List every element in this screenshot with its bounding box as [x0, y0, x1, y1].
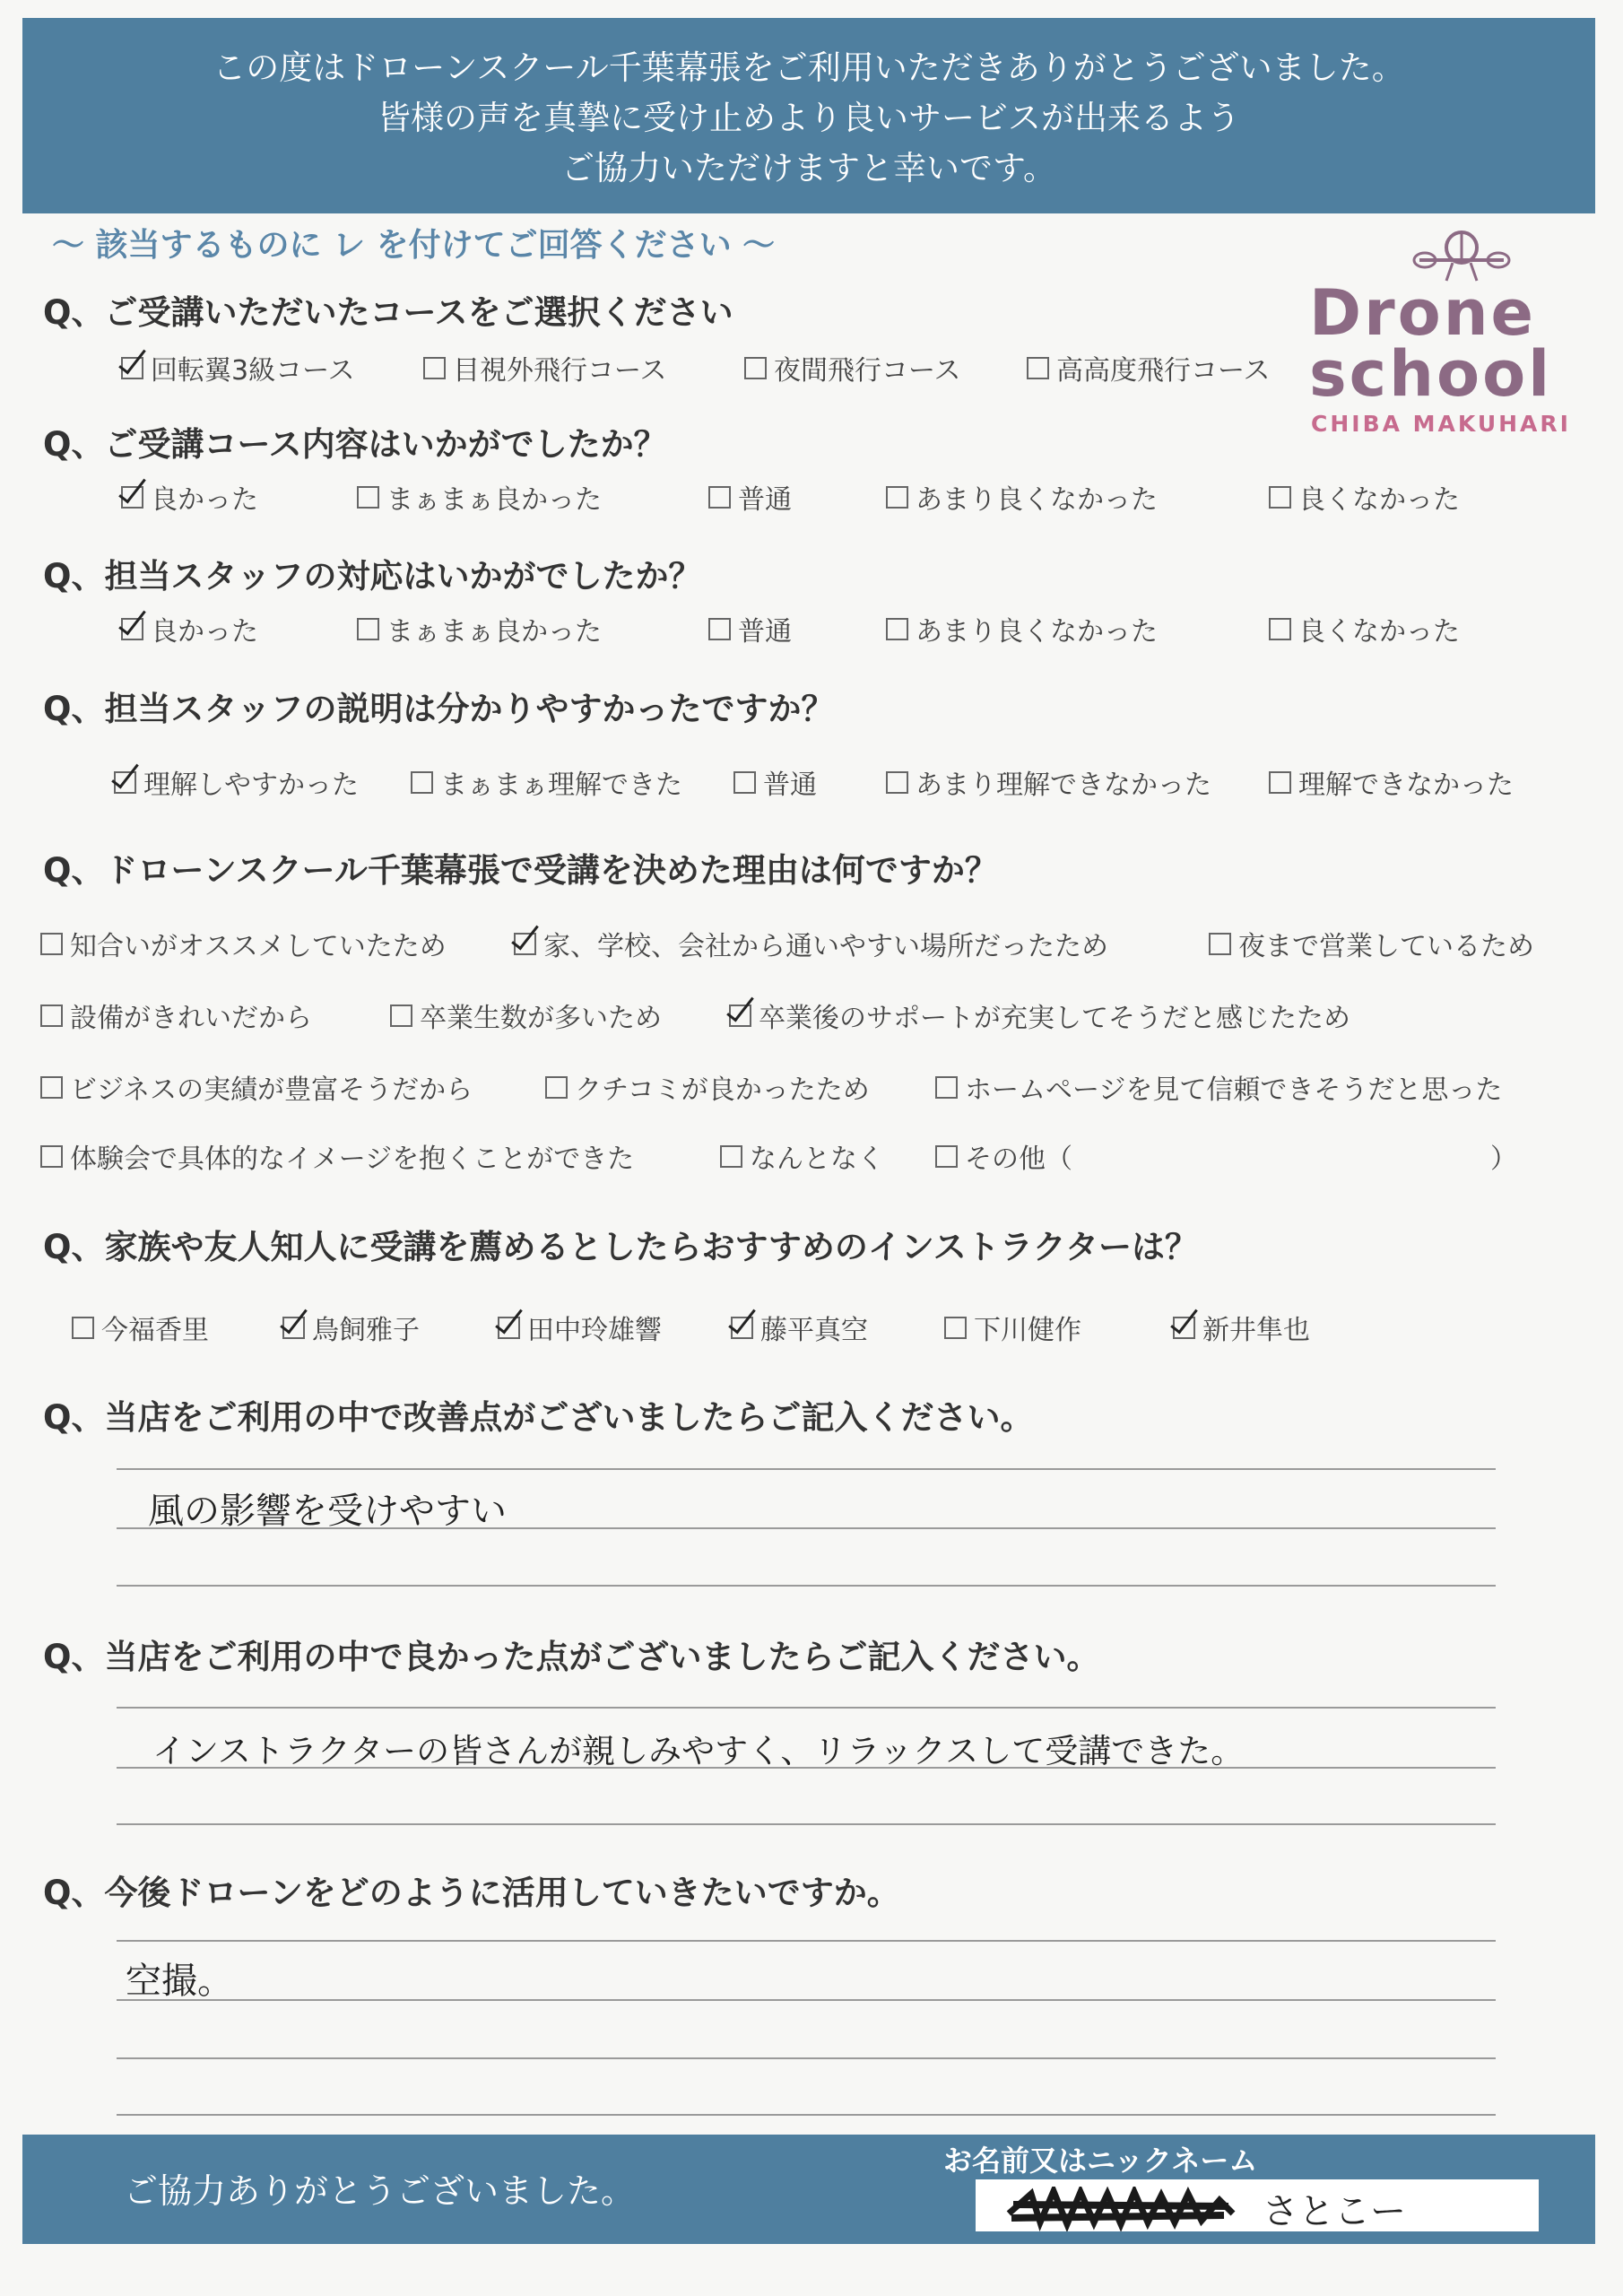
q5-question: Q、ドローンスクール千葉幕張で受講を決めた理由は何ですか？ — [43, 851, 998, 890]
q4-question: Q、担当スタッフの説明は分かりやすかったですか？ — [43, 690, 835, 728]
name-label: お名前又はニックネーム — [943, 2144, 1258, 2178]
q4-option[interactable] — [114, 762, 359, 802]
q9-question: Q、今後ドローンをどのように活用していきたいですか。 — [43, 1874, 900, 1912]
q1-option[interactable] — [1027, 348, 1271, 387]
q1-option[interactable] — [121, 348, 355, 387]
q8-question: Q、当店をご利用の中で良かった点がございましたらご記入ください。 — [43, 1638, 1100, 1676]
option-label: 回転翼3級コース — [151, 355, 355, 387]
option-label: その他（ — [965, 1144, 1072, 1175]
answer-line — [117, 1999, 1496, 2001]
checkbox[interactable] — [1269, 618, 1291, 640]
checkbox[interactable] — [733, 771, 756, 794]
q2-option[interactable] — [357, 477, 602, 517]
option-label: 普通 — [738, 484, 792, 516]
q2-option[interactable] — [1269, 477, 1460, 517]
q3-option[interactable] — [886, 609, 1158, 648]
checkbox[interactable] — [40, 1076, 63, 1099]
option-label: 藤平真空 — [760, 1315, 868, 1346]
q3-option[interactable] — [357, 609, 602, 648]
option-label: まぁまぁ良かった — [386, 616, 602, 648]
checkbox[interactable] — [944, 1317, 967, 1339]
option-label: あまり良くなかった — [916, 616, 1158, 648]
checkbox[interactable] — [411, 771, 433, 794]
q5-option[interactable] — [1209, 924, 1534, 963]
checkbox[interactable] — [935, 1145, 958, 1168]
checkbox[interactable] — [886, 486, 908, 509]
checkbox[interactable] — [40, 1004, 63, 1027]
q4-option[interactable] — [411, 762, 682, 802]
q8-answer[interactable]: インストラクターの皆さんが親しみやすく、リラックスして受講できた。 — [152, 1732, 1245, 1770]
checkbox[interactable] — [886, 771, 908, 794]
option-label: あまり理解できなかった — [916, 770, 1211, 801]
option-label: クチコミが良かったため — [575, 1074, 870, 1106]
q6-instructor-option[interactable] — [1173, 1308, 1310, 1347]
option-label: 新井隼也 — [1202, 1315, 1310, 1346]
q1-option[interactable] — [423, 348, 667, 387]
instruction-text: ～ 該当するものに レ を付けてご回答ください ～ — [52, 227, 776, 264]
checkbox[interactable] — [498, 1317, 520, 1339]
answer-line — [117, 1940, 1496, 1942]
logo-text-drone: Drone — [1309, 276, 1537, 350]
footer-thanks-text: ご協力ありがとうございました。 — [124, 2171, 636, 2211]
logo-text-location: CHIBA MAKUHARI — [1311, 411, 1571, 437]
q6-question: Q、家族や友人知人に受講を薦めるとしたらおすすめのインストラクターは？ — [43, 1228, 1198, 1266]
option-label: まぁまぁ理解できた — [440, 770, 682, 801]
answer-line — [117, 1823, 1496, 1825]
option-label: 設備がきれいだから — [70, 1003, 312, 1034]
answer-line — [117, 2114, 1496, 2116]
q7-question: Q、当店をご利用の中で改善点がございましたらご記入ください。 — [43, 1398, 1034, 1437]
q5-option[interactable] — [514, 924, 1108, 963]
q5-option[interactable] — [545, 1067, 870, 1107]
option-label: 普通 — [763, 770, 817, 801]
answer-line — [117, 1527, 1496, 1529]
option-label: 家、学校、会社から通いやすい場所だったため — [543, 931, 1108, 962]
option-label: 体験会で具体的なイメージを抱くことができた — [70, 1144, 635, 1175]
option-label: 鳥飼雅子 — [312, 1315, 420, 1346]
option-label: 夜間飛行コース — [774, 355, 961, 387]
q5-option[interactable] — [390, 996, 662, 1035]
checkbox[interactable] — [1173, 1317, 1195, 1339]
header-line-3: ご協力いただけますと幸いです。 — [560, 149, 1057, 187]
q6-instructor-option[interactable] — [72, 1308, 209, 1347]
answer-line — [117, 2057, 1496, 2059]
answer-line — [117, 1585, 1496, 1587]
option-label: 下川健作 — [974, 1315, 1081, 1346]
q3-option[interactable] — [121, 609, 258, 648]
option-label: 良くなかった — [1298, 616, 1460, 648]
q5-option[interactable] — [935, 1067, 1502, 1107]
nickname-value[interactable]: さとこー — [1263, 2191, 1406, 2232]
option-label: 高高度飛行コース — [1056, 355, 1271, 387]
checkbox[interactable] — [514, 933, 536, 955]
q5-option[interactable] — [40, 1136, 634, 1176]
checkbox[interactable] — [1209, 933, 1231, 955]
checkbox[interactable] — [744, 357, 767, 379]
option-label: 卒業生数が多いため — [420, 1003, 662, 1034]
checkbox[interactable] — [72, 1317, 94, 1339]
checkbox[interactable] — [708, 486, 731, 509]
checkbox[interactable] — [40, 1145, 63, 1168]
checkbox[interactable] — [1269, 486, 1291, 509]
checkbox[interactable] — [1027, 357, 1049, 379]
answer-line — [117, 1707, 1496, 1709]
logo-text-school: school — [1309, 337, 1553, 411]
checkbox[interactable] — [423, 357, 446, 379]
q4-option[interactable] — [886, 762, 1211, 802]
q6-instructor-option[interactable] — [944, 1308, 1081, 1347]
checkbox[interactable] — [731, 1317, 753, 1339]
q5-option[interactable] — [40, 1067, 473, 1107]
checkbox[interactable] — [121, 486, 143, 509]
q2-option[interactable] — [886, 477, 1158, 517]
option-label: なんとなく — [750, 1144, 884, 1175]
option-label: 普通 — [738, 616, 792, 648]
checkbox[interactable] — [1269, 771, 1291, 794]
option-label: 卒業後のサポートが充実してそうだと感じたため — [759, 1003, 1350, 1034]
q5-option[interactable] — [40, 996, 312, 1035]
checkbox[interactable] — [121, 618, 143, 640]
option-label: 良かった — [151, 484, 258, 516]
q2-question: Q、ご受講コース内容はいかがでしたか？ — [43, 425, 667, 464]
redaction-scribble — [1004, 2187, 1237, 2231]
option-label: 目視外飛行コース — [453, 355, 667, 387]
q3-option[interactable] — [708, 609, 792, 648]
checkbox[interactable] — [357, 486, 379, 509]
checkbox[interactable] — [121, 357, 143, 379]
header-line-1: この度はドローンスクール千葉幕張をご利用いただきありがとうございました。 — [213, 48, 1405, 87]
header-line-2: 皆様の声を真摯に受け止めより良いサービスが出来るよう — [378, 99, 1240, 137]
q6-instructor-option[interactable] — [731, 1308, 868, 1347]
option-label: あまり良くなかった — [916, 484, 1158, 516]
q4-option[interactable] — [733, 762, 817, 802]
answer-line — [117, 1468, 1496, 1470]
drone-school-logo — [1309, 222, 1571, 442]
q9-answer[interactable]: 空撮。 — [126, 1961, 233, 2002]
q1-question: Q、ご受講いただいたコースをご選択ください — [43, 293, 733, 332]
checkbox[interactable] — [720, 1145, 742, 1168]
checkbox[interactable] — [282, 1317, 305, 1339]
q5-option-other[interactable] — [935, 1136, 1072, 1176]
option-label: 良くなかった — [1298, 484, 1460, 516]
checkbox[interactable] — [708, 618, 731, 640]
q6-instructor-option[interactable] — [282, 1308, 420, 1347]
other-close-paren: ） — [1490, 1144, 1517, 1175]
option-label: 理解しやすかった — [143, 770, 359, 801]
answer-line — [117, 1767, 1496, 1769]
checkbox[interactable] — [935, 1076, 958, 1099]
q1-option[interactable] — [744, 348, 961, 387]
option-label: まぁまぁ良かった — [386, 484, 602, 516]
checkbox[interactable] — [390, 1004, 412, 1027]
q3-option[interactable] — [1269, 609, 1460, 648]
checkbox[interactable] — [357, 618, 379, 640]
q7-answer[interactable]: 風の影響を受けやすい — [148, 1491, 507, 1532]
checkbox[interactable] — [886, 618, 908, 640]
option-label: 夜まで営業しているため — [1238, 931, 1534, 962]
q3-question: Q、担当スタッフの対応はいかがでしたか？ — [43, 557, 702, 596]
option-label: 田中玲雄響 — [527, 1315, 662, 1346]
q5-option[interactable] — [729, 996, 1350, 1035]
option-label: 今福香里 — [101, 1315, 209, 1346]
q2-option[interactable] — [121, 477, 258, 517]
header-banner — [22, 18, 1595, 213]
q4-option[interactable] — [1269, 762, 1514, 802]
checkbox[interactable] — [40, 933, 63, 955]
option-label: ホームページを見て信頼できそうだと思った — [965, 1074, 1503, 1106]
q6-instructor-option[interactable] — [498, 1308, 662, 1347]
option-label: ビジネスの実績が豊富そうだから — [70, 1074, 473, 1106]
q2-option[interactable] — [708, 477, 792, 517]
option-label: 良かった — [151, 616, 258, 648]
checkbox[interactable] — [545, 1076, 568, 1099]
q5-option[interactable] — [720, 1136, 884, 1176]
checkbox[interactable] — [114, 771, 136, 794]
checkbox[interactable] — [729, 1004, 751, 1027]
option-label: 知合いがオススメしていたため — [70, 931, 447, 962]
q5-option[interactable] — [40, 924, 447, 963]
option-label: 理解できなかった — [1298, 770, 1514, 801]
